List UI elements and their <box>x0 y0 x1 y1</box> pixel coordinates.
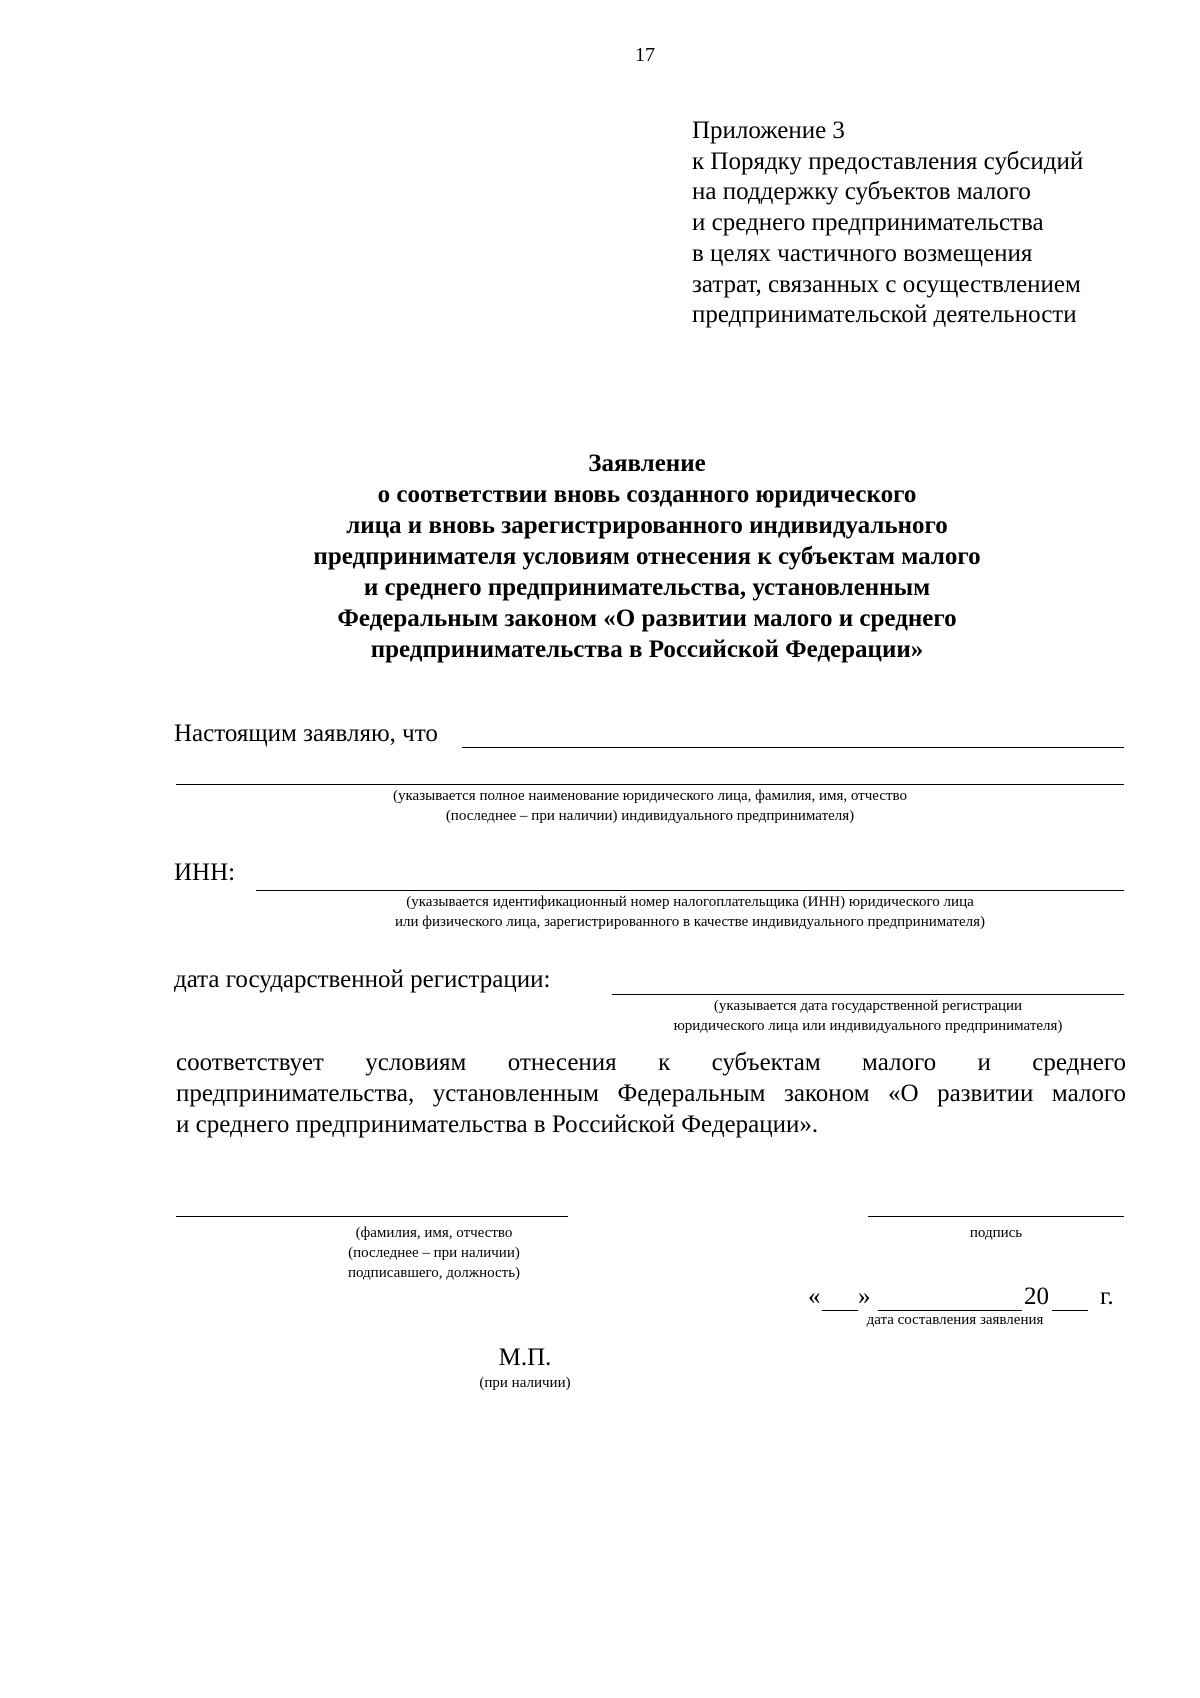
title-line: и среднего предпринимательства, установленным <box>363 574 931 601</box>
inn-label: ИНН: <box>174 859 236 886</box>
open-quote: « <box>808 1283 821 1310</box>
note-line: юридического лица или индивидуального предпринимателя) <box>673 1018 1063 1034</box>
title-line: о соответствии вновь созданного юридического <box>377 481 917 508</box>
page-number: 17 <box>635 44 655 66</box>
registration-date-field-line[interactable] <box>612 994 1124 995</box>
signature-field-line[interactable] <box>868 1216 1124 1217</box>
signatory-note <box>176 1223 692 1283</box>
appendix-line: в целях частичного возмещения <box>692 239 1033 267</box>
organization-name-field-line-1[interactable] <box>462 747 1124 748</box>
statement-line: предпринимательства, установленным Федеральным законом «О развитии малого <box>176 1080 1126 1107</box>
note-line: подписавшего, должность) <box>347 1265 521 1281</box>
title-line: Федеральным законом «О развитии малого и среднего <box>337 605 957 632</box>
organization-name-field-line-2[interactable] <box>176 784 1124 785</box>
inn-field-line[interactable] <box>256 890 1124 891</box>
application-date-note: дата составления заявления <box>866 1312 1044 1328</box>
inn-note <box>256 892 1124 932</box>
statement-line: соответствует условиям отнесения к субъектам малого и среднего <box>176 1049 1126 1076</box>
declaration-note <box>176 786 1124 826</box>
stamp-label: М.П. <box>498 1344 552 1371</box>
appendix-header <box>692 116 1083 331</box>
close-quote: » <box>858 1283 871 1310</box>
note-line: (последнее – при наличии) индивидуального предпринимателя) <box>445 808 855 824</box>
note-line: (указывается идентификационный номер налогоплательщика (ИНН) юридического лица <box>406 894 974 910</box>
title-line: лица и вновь зарегистрированного индивидуального <box>346 512 948 539</box>
stamp-note: (при наличии) <box>479 1375 571 1391</box>
appendix-line: на поддержку субъектов малого <box>692 178 1031 206</box>
title-line: предпринимателя условиям отнесения к субъектам малого <box>313 543 981 570</box>
title-line: предпринимательства в Российской Федерации» <box>370 636 924 663</box>
appendix-line: Приложение 3 <box>692 117 845 144</box>
note-line: (последнее – при наличии) <box>348 1245 520 1261</box>
document-title <box>200 448 1094 665</box>
registration-date-label: дата государственной регистрации: <box>174 966 551 993</box>
title-line: Заявление <box>588 450 706 477</box>
note-line: (указывается полное наименование юридического лица, фамилия, имя, отчество <box>392 788 908 804</box>
year-suffix: г. <box>1100 1283 1114 1310</box>
signatory-name-field-line[interactable] <box>176 1216 568 1217</box>
appendix-line: к Порядку предоставления субсидий <box>692 147 1084 175</box>
registration-date-note <box>612 996 1124 1036</box>
note-line: (указывается дата государственной регистрации <box>713 998 1023 1014</box>
statement-line: и среднего предпринимательства в Российской Федерации». <box>176 1111 819 1138</box>
signature-note: подпись <box>969 1225 1023 1241</box>
note-line: или физического лица, зарегистрированного в качестве индивидуального предпринимателя) <box>395 914 985 930</box>
declaration-label: Настоящим заявляю, что <box>174 720 438 747</box>
appendix-line: предпринимательской деятельности <box>692 301 1077 329</box>
appendix-line: затрат, связанных с осуществлением <box>692 270 1081 298</box>
year-prefix: 20 <box>1024 1283 1049 1310</box>
appendix-line: и среднего предпринимательства <box>692 209 1044 237</box>
note-line: (фамилия, имя, отчество <box>355 1225 513 1241</box>
statement-paragraph <box>176 1047 1126 1140</box>
